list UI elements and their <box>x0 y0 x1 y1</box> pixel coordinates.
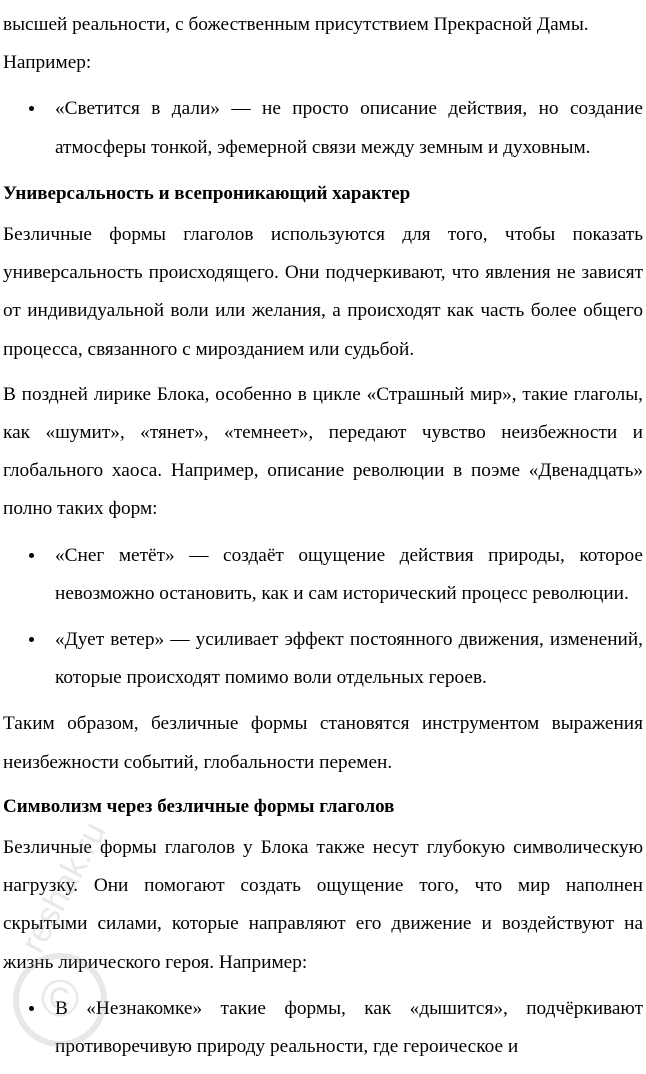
list-item <box>3 621 643 697</box>
section1-bullet-list <box>3 537 643 698</box>
list-item-text: «Снег метёт» — создаёт ощущение действия природы, которое невозможно остановить, как и сам исторический процесс революции. <box>55 544 643 604</box>
bullet-dot-icon <box>29 1006 34 1011</box>
intro-line-1: высшей реальности, с божественным присутствием Прекрасной Дамы. <box>3 14 589 35</box>
section-heading-universality: Универсальность и всепроникающий характер <box>3 182 411 204</box>
paragraph: В поздней лирике Блока, особенно в цикле «Страшный мир», такие глаголы, как «шумит», «тянет», «темнеет», передают чувство неизбежности и глобального хаоса. Например, описание революции в поэме «Двенадцать» полно таких форм: <box>3 383 643 520</box>
paragraph: Безличные формы глаголов у Блока также несут глубокую символическую нагрузку. Они помогают создать ощущение того, что мир наполнен скрытыми силами, которые направляют его движение и воздействуют на жизнь лирического героя. Например: <box>3 837 643 973</box>
list-item-text: «Светится в дали» — не просто описание действия, но создание атмосферы тонкой, эфемерной связи между земным и духовным. <box>55 98 643 158</box>
intro-bullet-list <box>3 90 643 166</box>
watermark-text: reshak.ru <box>13 815 114 959</box>
paragraph: Таким образом, безличные формы становятся инструментом выражения неизбежности событий, глобальности перемен. <box>3 713 643 773</box>
list-item <box>3 990 643 1066</box>
list-item <box>3 537 643 613</box>
section2-bullet-list <box>3 990 643 1066</box>
list-item-text: В «Незнакомке» такие формы, как «дышится», подчёркивают противоречивую природу реальности, где героическое и <box>55 997 643 1058</box>
bullet-dot-icon <box>29 106 34 111</box>
bullet-dot-icon <box>29 553 34 558</box>
list-item <box>3 90 643 166</box>
paragraph: Безличные формы глаголов используются для того, чтобы показать универсальность происходящего. Они подчеркивают, что явления не зависят от индивидуальной воли или желания, а происходят как часть более общего процесса, связанного с мирозданием или судьбой. <box>3 224 643 360</box>
section-heading-symbolism: Символизм через безличные формы глаголов <box>3 795 395 817</box>
intro-line-2: Например: <box>3 52 92 74</box>
list-item-text: «Дует ветер» — усиливает эффект постоянного движения, изменений, которые происходят помимо воли отдельных героев. <box>55 629 643 689</box>
bullet-dot-icon <box>29 637 34 642</box>
copyright-symbol: © <box>40 970 80 1028</box>
document-page <box>3 6 643 1074</box>
